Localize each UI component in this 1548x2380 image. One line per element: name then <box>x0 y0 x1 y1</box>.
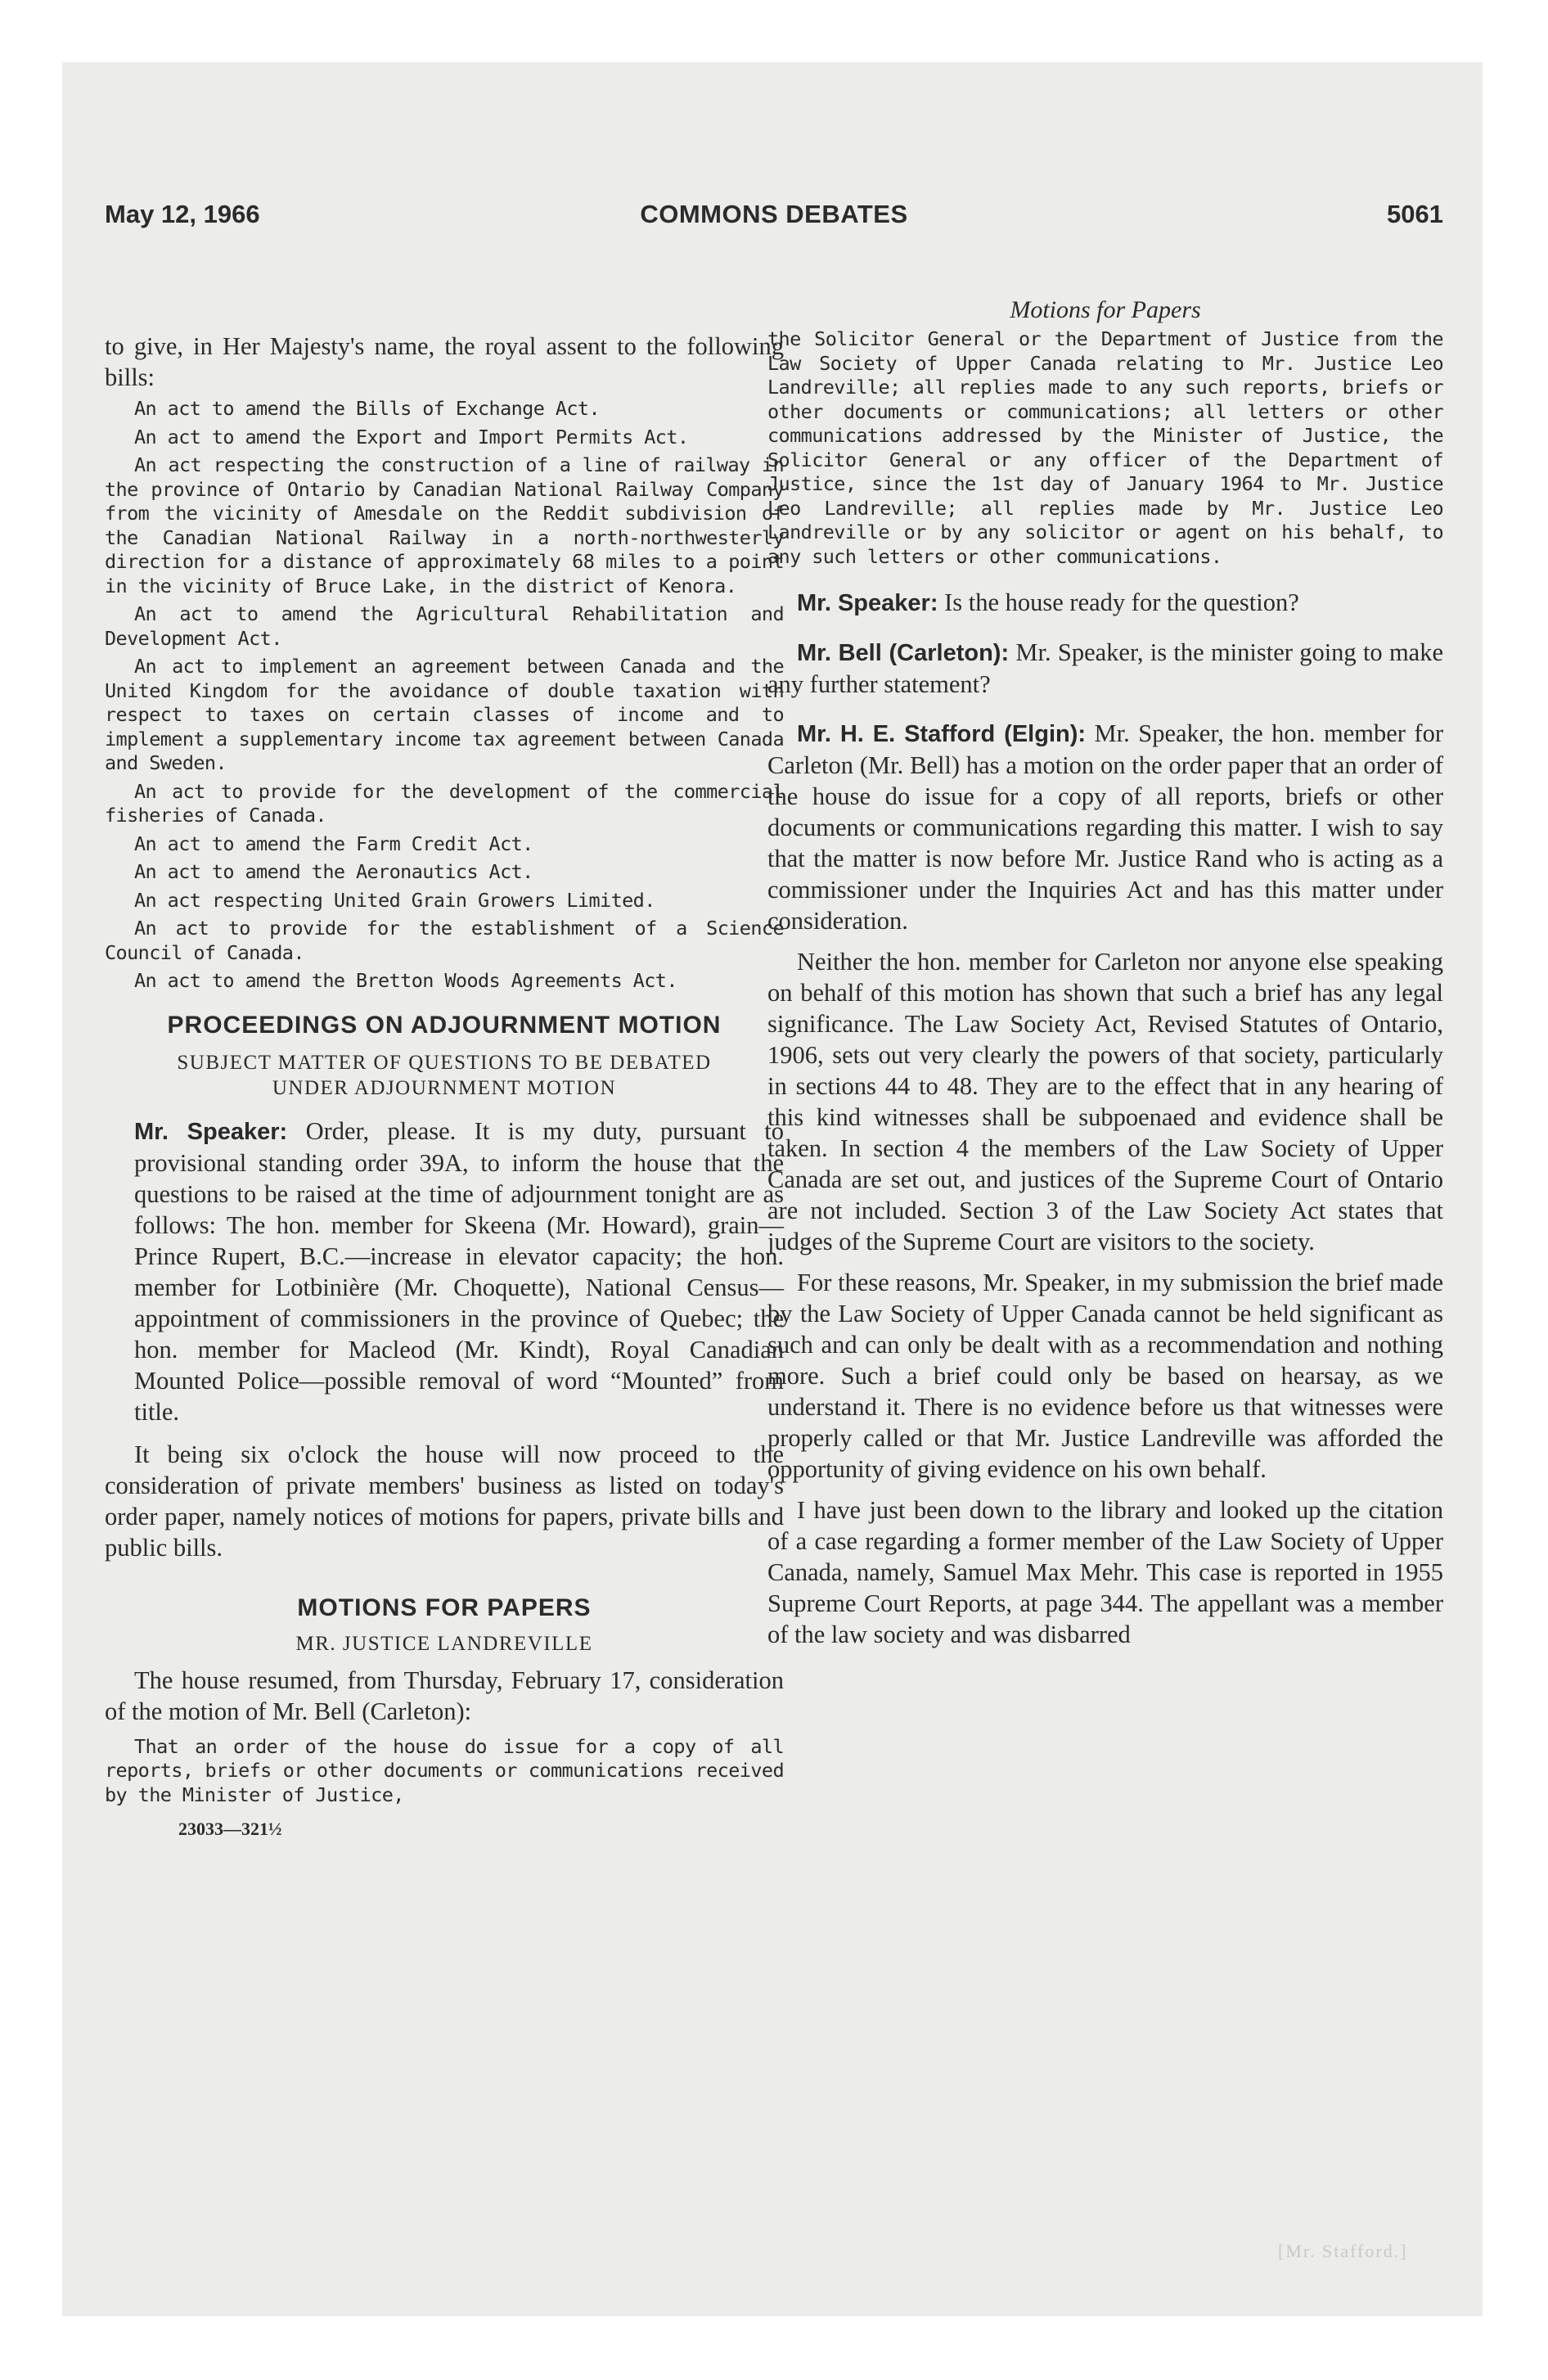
speaker-name: Mr. H. E. Stafford (Elgin): <box>797 721 1087 747</box>
speaker-text: Mr. Speaker, is the minister going to make any further statement? <box>767 638 1443 698</box>
running-head: Motions for Papers <box>1010 296 1201 323</box>
speaker-name: Mr. Bell (Carleton): <box>797 640 1010 666</box>
speaker-text: Is the house ready for the question? <box>944 588 1299 616</box>
stafford-paragraph <box>767 718 1443 936</box>
bill-item: An act to amend the Bills of Exchange Act. <box>134 397 601 420</box>
reasons-paragraph: For these reasons, Mr. Speaker, in my submission the brief made by the Law Society of Upper Canada cannot be held significant as such and can only be dealt with as a recommendation and nothing more. Such a brief could only be based on hearsay, as we understand it. There is no evidence before us that witnesses were properly called or that Mr. Justice Landreville was afforded the opportunity of giving evidence on his own behalf. <box>767 1269 1443 1483</box>
header-date: May 12, 1966 <box>105 200 260 228</box>
library-paragraph: I have just been down to the library and looked up the citation of a case regarding a former member of the Law Society of Upper Canada, namely, Samuel Max Mehr. This case is reported in 1955 Supreme Court Reports, at page 344. The appellant was a member of the law society and was disbarred <box>767 1496 1443 1648</box>
header-title: COMMONS DEBATES <box>640 200 908 228</box>
bill-item: An act respecting United Grain Growers Limited. <box>134 888 655 912</box>
royal-assent-intro: to give, in Her Majesty's name, the royal assent to the following bills: <box>105 332 784 391</box>
law-society-paragraph: Neither the hon. member for Carleton nor anyone else speaking on behalf of this motion has shown that such a brief has any legal significance. The Law Society Act, Revised Statutes of Ontario, 1906, sets out very clearly the powers of that society, particularly in sections 44 to 48. They are to the effect that in any hearing of this kind witnesses shall be subpoenaed and evidence shall be taken. In section 4 the members of the Law Society of Upper Canada are set out, and justices of the Supreme Court of Ontario are not included. Section 3 of the Law Society Act states that judges of the Supreme Court are visitors to the society. <box>767 948 1443 1255</box>
speaker-text: Order, please. It is my duty, pursuant to provisional standing order 39A, to inform the house that the questions to be raised at the time of adjournment tonight are as follows: The hon. member for Skeena (Mr. Howard), grain—Prince Rupert, B.C.—increase in elevator capacity; the hon. member for Lotbinière (Mr. Choquette), National Census—appointment of commissioners in the province of Quebec; the hon. member for Macleod (Mr. Kindt), Royal Canadian Mounted Police—possible removal of word “Mounted” from title. <box>134 1116 784 1426</box>
bill-item: An act to provide for the establishment of a Science Council of Canada. <box>105 917 784 964</box>
speaker-name: Mr. Speaker: <box>134 1118 288 1145</box>
bill-item: An act to provide for the development of the commercial fisheries of Canada. <box>105 779 784 827</box>
bill-item: An act to amend the Export and Import Permits Act. <box>134 425 689 449</box>
subheading-adjournment: SUBJECT MATTER OF QUESTIONS TO BE DEBATED UNDER ADJOURNMENT MOTION <box>177 1051 712 1099</box>
left-column <box>105 250 784 1840</box>
motion-text-start: That an order of the house do issue for a copy of all reports, briefs or other documents or communications received by the Minister of Justice, <box>105 1734 784 1806</box>
question-bell <box>767 637 1443 700</box>
speaker-text: Mr. Speaker, the hon. member for Carleton (Mr. Bell) has a motion on the order paper that an order of the house do issue for a copy of all reports, briefs or other documents or communications regarding this matter. I wish to say that the matter is now before Mr. Justice Rand who is acting as a commissioner under the Inquiries Act and has this matter under consideration. <box>767 719 1443 935</box>
house-resumed-paragraph: The house resumed, from Thursday, February 17, consideration of the motion of Mr. Bell (Carleton): <box>105 1666 784 1725</box>
header-page-number: 5061 <box>1387 200 1443 228</box>
right-column <box>767 250 1443 1650</box>
section-heading-motions: MOTIONS FOR PAPERS <box>297 1593 592 1621</box>
speaker-name: Mr. Speaker: <box>797 590 938 616</box>
bill-item: An act respecting the construction of a line of railway in the province of Ontario by Canadian National Railway Company from the vicinity of Amesdale on the Reddit subdivision of the Canadian National Railway in a north-northwesterly direction for a distance of approximately 68 miles to a point in the vicinity of Bruce Lake, in the district of Kenora. <box>105 453 784 597</box>
bill-item: An act to implement an agreement between Canada and the United Kingdom for the avoidance of double taxation with respect to taxes on certain classes of income and to implement a supplementary income tax agreement between Canada and Sweden. <box>105 655 784 774</box>
bill-item: An act to amend the Aeronautics Act. <box>134 860 533 883</box>
faint-marginal-mark: [Mr. Stafford.] <box>1278 2241 1408 2261</box>
motion-text-continued: the Solicitor General or the Department of Justice from the Law Society of Upper Canada relating to Mr. Justice Leo Landreville; all replies made to any such reports, briefs or other documents or communications; all letters or other communications addressed by the Minister of Justice, the Solicitor General or any officer of the Department of Justice, since the 1st day of January 1964 to Mr. Justice Leo Landreville; all replies made by Mr. Justice Leo Landreville or by any solicitor or agent on his behalf, to any such letters or other communications. <box>767 327 1443 568</box>
bill-item: An act to amend the Bretton Woods Agreements Act. <box>134 969 677 992</box>
page-header <box>105 200 1443 239</box>
six-oclock-paragraph: It being six o'clock the house will now proceed to the consideration of private members' business as listed on today's order paper, namely notices of motions for papers, private bills and public bills. <box>105 1440 784 1562</box>
footer-code: 23033—321½ <box>178 1819 282 1839</box>
speaker-paragraph <box>105 1116 784 1427</box>
section-heading-adjournment: PROCEEDINGS ON ADJOURNMENT MOTION <box>167 1011 722 1039</box>
subheading-landreville: MR. JUSTICE LANDREVILLE <box>295 1632 593 1655</box>
bill-item: An act to amend the Farm Credit Act. <box>134 832 533 855</box>
bill-item: An act to amend the Agricultural Rehabilitation and Development Act. <box>105 602 784 650</box>
question-speaker <box>767 587 1443 619</box>
page <box>62 62 1483 2316</box>
